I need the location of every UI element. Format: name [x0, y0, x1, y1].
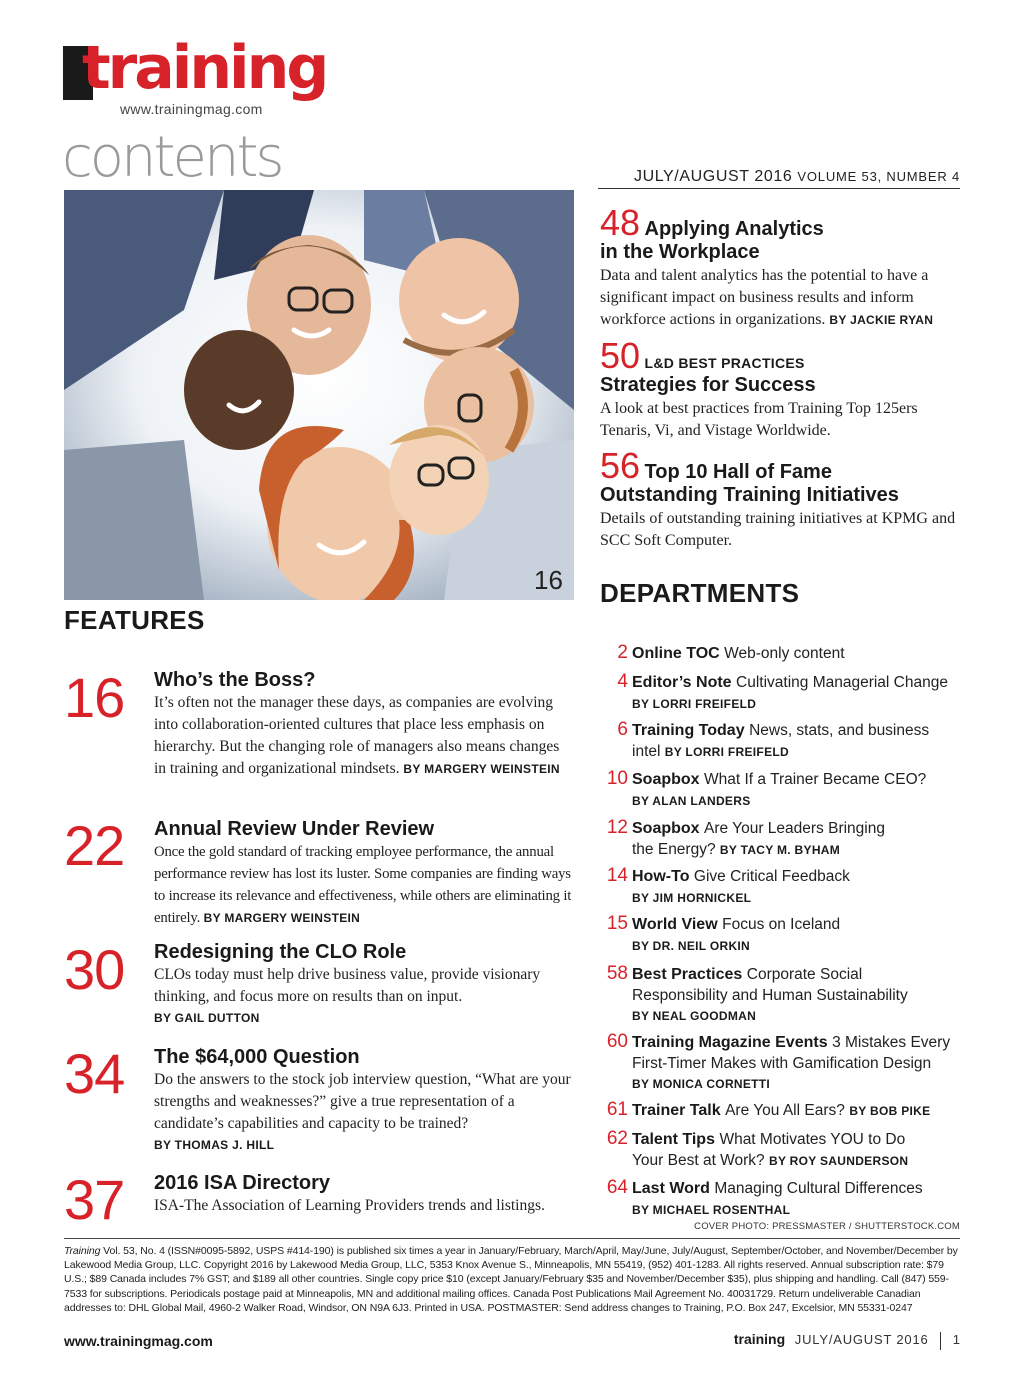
footer-issue: JULY/AUGUST 2016	[794, 1332, 929, 1347]
feature-byline: BY GAIL DUTTON	[154, 1011, 260, 1025]
dept-talent-tips[interactable]: 62 Talent Tips What Motivates YOU to Do Your Best at Work? BY ROY SAUNDERSON	[596, 1128, 960, 1171]
feature-number: 48	[600, 202, 641, 243]
feature-title: The $64,000 Question	[154, 1046, 360, 1068]
feature-number: 30	[64, 938, 125, 1001]
feature-number: 56	[600, 445, 641, 486]
feature-56[interactable]	[600, 445, 960, 552]
dept-name: Editor’s Note	[632, 674, 732, 691]
dept-number: 58	[606, 963, 628, 984]
dept-trainer-talk[interactable]	[596, 1099, 960, 1122]
dept-training-magazine-events[interactable]	[596, 1031, 960, 1094]
feature-description: Details of outstanding training initiatives at KPMG and SCC Soft Computer.	[600, 510, 956, 549]
dept-number: 64	[606, 1177, 628, 1198]
feature-number: 22	[64, 814, 125, 877]
feature-50[interactable]	[600, 335, 960, 442]
departments-heading: DEPARTMENTS	[600, 578, 800, 608]
dept-byline: BY TACY M. BYHAM	[719, 843, 841, 857]
dept-name: World View	[632, 916, 718, 933]
dept-description: Are Your Leaders Bringing	[704, 820, 885, 837]
feature-description: ISA-The Association of Learning Providers trends and listings.	[154, 1197, 545, 1214]
feature-title: Applying Analytics	[644, 218, 824, 240]
masthead-url[interactable]: www.trainingmag.com	[120, 101, 263, 117]
dept-best-practices[interactable]	[596, 963, 960, 1026]
feature-description: CLOs today must help drive business value, provide visionary thinking, and focus more on results than on input.	[154, 966, 541, 1005]
dept-description: What Motivates YOU to Do	[719, 1131, 906, 1148]
dept-name: Training Magazine Events	[632, 1034, 828, 1051]
footer-divider	[940, 1332, 941, 1350]
feature-number: 37	[64, 1168, 125, 1231]
dept-description: Web-only content	[724, 645, 845, 662]
fine-print-rule	[64, 1238, 960, 1239]
dept-name: Best Practices	[632, 966, 743, 983]
feature-22[interactable]	[154, 817, 574, 929]
feature-title: Who’s the Boss?	[154, 669, 316, 691]
dept-online-toc[interactable]	[596, 642, 960, 665]
publication-fine-print: Training Vol. 53, No. 4 (ISSN#0095-5892, USPS #414-190) is published six times a year in January/February, March/April, May/June, July/August, September/October, and November/December by Lakewood Media Group, LLC. Copyright 2016 by Lakewood Media Group, LLC, 5353 Knox Avenue S., Minneapolis, MN 55419, (952) 401-1283. All rights reserved. Annual subscription rate: $79 U.S.; $89 Canada includes 7% GST; and $189 all other countries. Single copy price $10 (except January/February $35 and November/December $35), plus shipping and handling. Call (847) 559-7533 for subscriptions. Periodicals postage paid at Minneapolis, MN and additional mailing offices. Canada Post Publications Mail Agreement No. 40031729. Return undeliverable Canadian addresses to: DHL Global Mail, 4960-2 Walker Road, Windsor, ON N9A 6J3. Printed in USA. POSTMASTER: Send address changes to Training, P.O. Box 247, Excelsior, MN 55331-0247	[64, 1245, 958, 1314]
feature-34[interactable]	[154, 1045, 574, 1152]
feature-title: Strategies for Success	[600, 374, 816, 396]
cover-photo	[64, 190, 574, 600]
dept-soapbox-12[interactable]: 12 Soapbox Are Your Leaders Bringing the Energy? BY TACY M. BYHAM	[596, 817, 960, 860]
dept-number: 10	[606, 768, 628, 789]
dept-name: Soapbox	[632, 820, 700, 837]
feature-37[interactable]	[154, 1171, 574, 1217]
feature-description: Once the gold standard of tracking employee performance, the annual performance review has lost its luster. Some companies are finding ways to increase its relevance and effectiveness, while others are eliminating it entirely. BY MARGERY WEINSTEIN	[154, 844, 572, 926]
feature-48[interactable]	[600, 202, 960, 331]
issue-volume: VOLUME 53, NUMBER 4	[797, 169, 960, 184]
dept-description: Give Critical Feedback	[693, 868, 850, 885]
dept-world-view[interactable]	[596, 913, 960, 956]
dept-name: Last Word	[632, 1180, 710, 1197]
feature-byline: BY MARGERY WEINSTEIN	[403, 762, 560, 776]
cover-photo-credit: COVER PHOTO: PRESSMASTER / SHUTTERSTOCK.COM	[694, 1221, 960, 1232]
feature-description: A look at best practices from Training Top 125ers Tenaris, Vi, and Vistage Worldwide.	[600, 400, 918, 439]
feature-title: Redesigning the CLO Role	[154, 941, 407, 963]
dept-byline: BY BOB PIKE	[849, 1104, 931, 1118]
dept-number: 62	[606, 1128, 628, 1149]
dept-byline: BY JIM HORNICKEL	[632, 891, 752, 905]
footer-url[interactable]: www.trainingmag.com	[64, 1333, 213, 1349]
dept-number: 4	[617, 671, 628, 692]
dept-number: 61	[606, 1099, 628, 1120]
dept-name: Training Today	[632, 722, 745, 739]
feature-title: 2016 ISA Directory	[154, 1172, 331, 1194]
header-rule	[598, 188, 960, 189]
dept-number: 14	[606, 865, 628, 886]
feature-description: Do the answers to the stock job interview question, “What are your strengths and weaknesses?” give a true representation of a candidate’s capabilities and capacity to be trained?	[154, 1071, 571, 1132]
issue-date: JULY/AUGUST 2016	[633, 168, 793, 185]
feature-30[interactable]	[154, 940, 574, 1025]
dept-byline: BY ALAN LANDERS	[632, 794, 751, 808]
dept-number: 2	[617, 642, 628, 663]
dept-byline: BY NEAL GOODMAN	[632, 1009, 757, 1023]
footer-folio	[734, 1331, 960, 1350]
dept-description: Corporate Social	[746, 966, 863, 983]
feature-number: 34	[64, 1042, 125, 1105]
dept-name: How-To	[632, 868, 690, 885]
dept-byline: BY MONICA CORNETTI	[632, 1077, 771, 1091]
dept-description: Are You All Ears?	[725, 1102, 845, 1119]
feature-description: It’s often not the manager these days, as companies are evolving into collaboration-oriented cultures that place less emphasis on hierarchy. But the changing role of managers also means changes in training and organizational mindsets. BY MARGERY WEINSTEIN	[154, 694, 560, 777]
feature-byline: BY THOMAS J. HILL	[154, 1138, 275, 1152]
dept-byline: BY MICHAEL ROSENTHAL	[632, 1203, 791, 1217]
feature-description: Data and talent analytics has the potential to have a significant impact on business results and inform workforce actions in organizations. BY JACKIE RYAN	[600, 267, 934, 328]
feature-title-line2: in the Workplace	[600, 241, 760, 263]
page-number: 1	[952, 1332, 960, 1347]
dept-number: 12	[606, 817, 628, 838]
feature-16[interactable]	[154, 668, 574, 780]
dept-description: News, stats, and business	[749, 722, 930, 739]
dept-name: Soapbox	[632, 771, 700, 788]
feature-number: 16	[64, 666, 125, 729]
feature-title: Top 10 Hall of Fame	[644, 461, 832, 483]
dept-byline: BY ROY SAUNDERSON	[769, 1154, 909, 1168]
dept-number: 15	[606, 913, 628, 934]
dept-description-line2: Responsibility and Human Sustainability	[632, 987, 908, 1004]
footer-brand: training	[733, 1331, 786, 1347]
dept-description: Managing Cultural Differences	[714, 1180, 923, 1197]
photo-page-number: 16	[534, 565, 563, 595]
dept-description: What If a Trainer Became CEO?	[704, 771, 927, 788]
dept-last-word[interactable]	[596, 1177, 960, 1220]
feature-byline: BY MARGERY WEINSTEIN	[203, 911, 361, 925]
dept-editors-note[interactable]	[596, 671, 960, 714]
dept-number: 60	[606, 1031, 628, 1052]
feature-title-line2: Outstanding Training Initiatives	[600, 484, 899, 506]
dept-description: Cultivating Managerial Change	[736, 674, 948, 691]
feature-byline: BY JACKIE RYAN	[829, 313, 934, 327]
logo-wordmark: training	[82, 33, 327, 103]
feature-title: Annual Review Under Review	[154, 818, 435, 840]
dept-number: 6	[617, 719, 628, 740]
features-heading: FEATURES	[64, 605, 205, 635]
dept-training-today[interactable]: 6 Training Today News, stats, and business intel BY LORRI FREIFELD	[596, 719, 960, 762]
issue-line	[634, 168, 960, 186]
feature-number: 50	[600, 335, 641, 376]
dept-how-to[interactable]	[596, 865, 960, 908]
dept-description: Focus on Iceland	[722, 916, 841, 933]
dept-name: Trainer Talk	[632, 1102, 721, 1119]
contents-heading: contents	[62, 125, 282, 190]
dept-description: 3 Mistakes Every	[832, 1034, 951, 1051]
dept-description-line2: First-Timer Makes with Gamification Design	[632, 1055, 932, 1072]
dept-byline: BY LORRI FREIFELD	[632, 697, 757, 711]
dept-byline: BY LORRI FREIFELD	[664, 745, 789, 759]
dept-soapbox-10[interactable]	[596, 768, 960, 811]
dept-name: Online TOC	[632, 645, 720, 662]
feature-kicker: L&D BEST PRACTICES	[644, 355, 805, 371]
dept-name: Talent Tips	[632, 1131, 715, 1148]
dept-byline: BY DR. NEIL ORKIN	[632, 939, 751, 953]
